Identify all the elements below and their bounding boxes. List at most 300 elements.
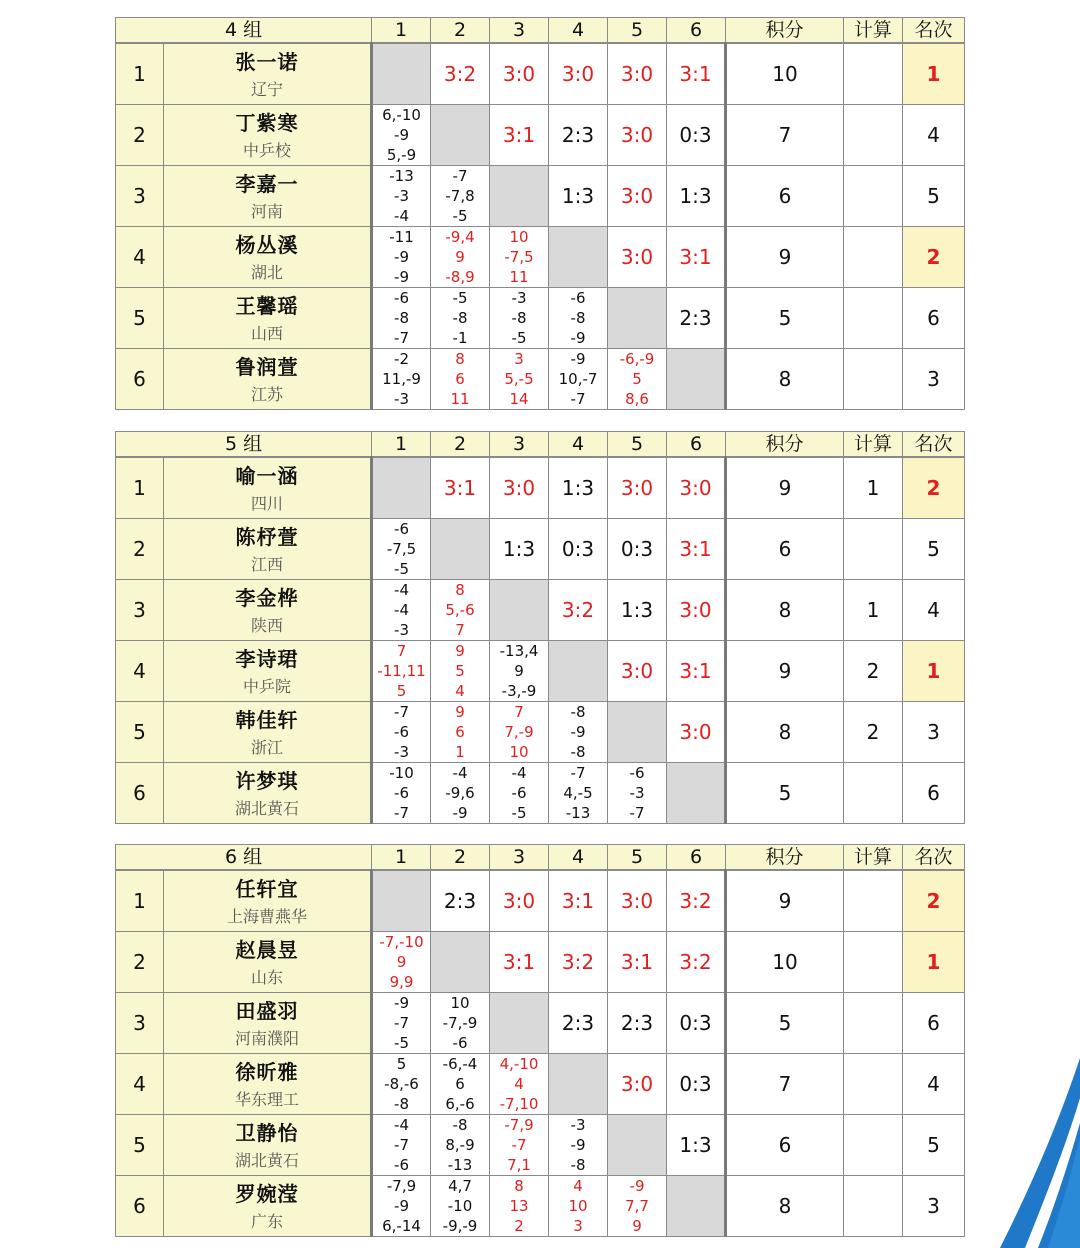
player-team: 山东	[251, 967, 284, 987]
player-team: 华东理工	[235, 1089, 300, 1109]
game-detail-line: -1	[452, 329, 468, 347]
game-detail-cell	[490, 702, 549, 763]
player-team: 湖北	[251, 262, 284, 282]
game-detail-line: -8,-6	[384, 1075, 419, 1093]
game-detail-line: -9	[570, 329, 586, 347]
points-value: 5	[726, 763, 844, 824]
player-index: 1	[116, 870, 164, 932]
player-name-cell	[164, 702, 372, 763]
rank-value: 1	[903, 932, 965, 993]
game-detail-line: -8	[570, 703, 586, 721]
game-detail-line: -8	[394, 1095, 409, 1113]
column-header: 1	[372, 18, 431, 44]
game-detail-line: -11	[389, 228, 414, 246]
game-detail-line: -9	[394, 268, 409, 286]
self-match-cell	[549, 227, 608, 288]
game-detail-line: 4,7	[448, 1177, 472, 1195]
points-value: 10	[726, 43, 844, 105]
game-detail-line: 8,-9	[445, 1136, 475, 1154]
player-team: 湖北黄石	[235, 798, 300, 818]
rank-header: 名次	[903, 845, 965, 871]
player-index: 4	[116, 1054, 164, 1115]
match-score: 3:0	[608, 870, 667, 932]
calc-value	[844, 932, 903, 993]
rank-header: 名次	[903, 18, 965, 44]
game-detail-line: -4	[394, 581, 409, 599]
player-row	[116, 105, 965, 166]
player-index: 6	[116, 763, 164, 824]
game-detail-line: 1	[455, 743, 465, 761]
column-header: 3	[490, 18, 549, 44]
match-score: 3:1	[667, 43, 726, 105]
match-score: 3:1	[549, 870, 608, 932]
game-detail-line: -8	[570, 309, 586, 327]
rank-value: 2	[903, 870, 965, 932]
match-score: 0:3	[667, 105, 726, 166]
game-detail-line: -3	[570, 1116, 586, 1134]
game-detail-line: -2	[394, 350, 409, 368]
game-detail-line: -7,-10	[379, 933, 424, 951]
game-detail-cell	[549, 1115, 608, 1176]
points-value: 9	[726, 457, 844, 519]
match-score: 3:0	[490, 457, 549, 519]
player-name-cell	[164, 288, 372, 349]
game-detail-line: 5	[632, 370, 642, 388]
player-row	[116, 288, 965, 349]
rank-value: 5	[903, 519, 965, 580]
player-row	[116, 43, 965, 105]
match-score: 1:3	[667, 1115, 726, 1176]
game-detail-line: 8	[514, 1177, 524, 1195]
column-header: 2	[431, 845, 490, 871]
player-row	[116, 457, 965, 519]
player-name: 杨丛溪	[235, 232, 299, 257]
player-name: 李金桦	[235, 585, 299, 610]
player-team: 广东	[251, 1211, 284, 1231]
player-index: 1	[116, 457, 164, 519]
points-value: 6	[726, 1115, 844, 1176]
game-detail-line: 8	[455, 581, 465, 599]
game-detail-line: 7,7	[625, 1197, 649, 1215]
game-detail-line: -7,5	[386, 540, 417, 558]
player-index: 4	[116, 641, 164, 702]
rank-value: 1	[903, 43, 965, 105]
game-detail-cell	[372, 105, 431, 166]
player-name: 赵晨昱	[235, 937, 299, 962]
calc-value	[844, 1115, 903, 1176]
game-detail-line: 4,-5	[563, 784, 593, 802]
self-match-cell	[372, 43, 431, 105]
column-header: 5	[608, 432, 667, 458]
match-score: 3:0	[608, 227, 667, 288]
match-score: 1:3	[549, 457, 608, 519]
calc-value	[844, 1054, 903, 1115]
calc-value: 1	[844, 580, 903, 641]
rank-value: 2	[903, 457, 965, 519]
player-row	[116, 166, 965, 227]
player-name: 丁紫寒	[235, 110, 299, 135]
game-detail-cell	[431, 288, 490, 349]
game-detail-cell	[372, 1054, 431, 1115]
game-detail-line: -9	[394, 994, 409, 1012]
player-name-cell	[164, 166, 372, 227]
player-name: 徐昕雅	[235, 1059, 299, 1084]
player-row	[116, 993, 965, 1054]
game-detail-line: -7	[394, 703, 409, 721]
game-detail-line: -9	[629, 1177, 645, 1195]
player-team: 中乒校	[243, 140, 292, 160]
player-name: 田盛羽	[235, 998, 299, 1023]
game-detail-line: 10	[568, 1197, 588, 1215]
game-detail-line: -6	[570, 289, 586, 307]
points-header: 积分	[726, 18, 844, 44]
player-row	[116, 580, 965, 641]
game-detail-line: -5	[511, 329, 527, 347]
game-detail-line: -4	[394, 601, 409, 619]
game-detail-line: -6	[452, 1034, 468, 1052]
game-detail-line: -5	[394, 560, 409, 578]
match-score: 3:0	[608, 43, 667, 105]
calc-value	[844, 1176, 903, 1237]
match-score: 3:1	[431, 457, 490, 519]
match-score: 3:1	[667, 519, 726, 580]
game-detail-line: -9	[452, 804, 468, 822]
game-detail-line: -8	[511, 309, 527, 327]
player-name-cell	[164, 580, 372, 641]
player-index: 4	[116, 227, 164, 288]
self-match-cell	[431, 932, 490, 993]
game-detail-line: 5	[455, 662, 465, 680]
points-value: 6	[726, 166, 844, 227]
rank-value: 6	[903, 993, 965, 1054]
player-name: 韩佳轩	[235, 707, 299, 732]
game-detail-line: 9	[455, 248, 465, 266]
rank-value: 5	[903, 1115, 965, 1176]
player-index: 1	[116, 43, 164, 105]
game-detail-line: -6	[629, 764, 645, 782]
column-header: 1	[372, 432, 431, 458]
game-detail-line: -7,8	[445, 187, 475, 205]
match-score: 3:1	[490, 932, 549, 993]
match-score: 3:0	[490, 43, 549, 105]
match-score: 0:3	[667, 1054, 726, 1115]
game-detail-line: -9,-9	[442, 1217, 478, 1235]
match-score: 1:3	[667, 166, 726, 227]
match-score: 3:0	[608, 105, 667, 166]
game-detail-cell	[431, 580, 490, 641]
game-detail-line: 7	[514, 703, 524, 721]
group-table	[115, 844, 965, 1237]
game-detail-line: 5,-6	[445, 601, 475, 619]
game-detail-line: -13	[447, 1156, 473, 1174]
column-header: 2	[431, 18, 490, 44]
game-detail-line: -13	[389, 167, 414, 185]
match-score: 2:3	[549, 105, 608, 166]
player-row	[116, 763, 965, 824]
game-detail-cell	[431, 166, 490, 227]
rank-header: 名次	[903, 432, 965, 458]
game-detail-line: -9	[570, 350, 586, 368]
calc-value: 1	[844, 457, 903, 519]
self-match-cell	[667, 1176, 726, 1237]
game-detail-cell	[372, 702, 431, 763]
game-detail-cell	[431, 1115, 490, 1176]
game-detail-line: -7,-9	[442, 1014, 478, 1032]
game-detail-line: -9	[570, 723, 586, 741]
points-value: 6	[726, 519, 844, 580]
player-row	[116, 1176, 965, 1237]
column-header: 4	[549, 845, 608, 871]
player-name: 王馨瑶	[235, 293, 299, 318]
player-team: 河南	[251, 201, 284, 221]
game-detail-line: -9,6	[445, 784, 475, 802]
column-header: 1	[372, 845, 431, 871]
self-match-cell	[608, 1115, 667, 1176]
points-value: 8	[726, 580, 844, 641]
player-name-cell	[164, 105, 372, 166]
calc-header: 计算	[844, 18, 903, 44]
game-detail-line: 8,6	[625, 390, 649, 408]
self-match-cell	[372, 457, 431, 519]
player-name-cell	[164, 457, 372, 519]
game-detail-cell	[549, 1176, 608, 1237]
game-detail-line: -6	[394, 784, 409, 802]
game-detail-line: -3	[394, 390, 409, 408]
column-header: 6	[667, 18, 726, 44]
game-detail-cell	[372, 641, 431, 702]
column-header: 5	[608, 18, 667, 44]
player-team: 江西	[251, 554, 284, 574]
match-score: 3:0	[549, 43, 608, 105]
player-team: 浙江	[251, 737, 284, 757]
game-detail-line: 11	[509, 268, 529, 286]
column-header: 6	[667, 432, 726, 458]
player-index: 2	[116, 932, 164, 993]
game-detail-line: -4	[394, 1116, 409, 1134]
game-detail-cell	[608, 1176, 667, 1237]
game-detail-line: -8	[394, 309, 409, 327]
player-index: 5	[116, 1115, 164, 1176]
self-match-cell	[549, 641, 608, 702]
game-detail-cell	[372, 519, 431, 580]
player-index: 3	[116, 580, 164, 641]
self-match-cell	[490, 993, 549, 1054]
game-detail-line: -7	[570, 390, 586, 408]
game-detail-cell	[549, 288, 608, 349]
game-detail-line: -8	[570, 1156, 586, 1174]
game-detail-line: -7	[394, 804, 409, 822]
game-detail-line: 10	[509, 228, 529, 246]
game-detail-cell	[431, 763, 490, 824]
game-detail-line: 6,-14	[382, 1217, 421, 1235]
game-detail-line: -3	[511, 289, 527, 307]
game-detail-line: -11,11	[377, 662, 426, 680]
game-detail-line: -13	[565, 804, 591, 822]
game-detail-line: 9	[455, 642, 465, 660]
group-title: 6 组	[116, 845, 372, 871]
game-detail-line: 4,-10	[499, 1055, 539, 1073]
game-detail-line: -6,-9	[619, 350, 655, 368]
match-score: 1:3	[490, 519, 549, 580]
game-detail-line: -9	[394, 126, 409, 144]
match-score: 2:3	[608, 993, 667, 1054]
calc-value	[844, 166, 903, 227]
game-detail-line: -5	[511, 804, 527, 822]
player-name: 喻一涵	[235, 463, 299, 488]
player-row	[116, 519, 965, 580]
points-header: 积分	[726, 845, 844, 871]
calc-value	[844, 227, 903, 288]
game-detail-line: -9	[570, 1136, 586, 1154]
game-detail-cell	[372, 166, 431, 227]
game-detail-line: -6	[394, 520, 409, 538]
game-detail-line: -7	[629, 804, 645, 822]
self-match-cell	[549, 1054, 608, 1115]
player-row	[116, 870, 965, 932]
game-detail-cell	[372, 349, 431, 410]
game-detail-line: 4	[455, 682, 465, 700]
decorative-wave-graphic	[990, 948, 1080, 1248]
match-score: 3:2	[549, 580, 608, 641]
group-title: 5 组	[116, 432, 372, 458]
game-detail-line: -7,9	[504, 1116, 534, 1134]
game-detail-line: 5	[396, 1055, 407, 1073]
match-score: 2:3	[549, 993, 608, 1054]
match-score: 3:2	[667, 932, 726, 993]
player-name-cell	[164, 763, 372, 824]
game-detail-cell	[549, 763, 608, 824]
calc-value	[844, 519, 903, 580]
game-detail-line: 10	[450, 994, 470, 1012]
match-score: 1:3	[608, 580, 667, 641]
match-score: 2:3	[667, 288, 726, 349]
self-match-cell	[431, 519, 490, 580]
game-detail-line: -7,5	[504, 248, 534, 266]
game-detail-line: -7	[452, 167, 468, 185]
game-detail-line: -6	[394, 723, 409, 741]
game-detail-line: -7	[511, 1136, 527, 1154]
self-match-cell	[431, 105, 490, 166]
game-detail-cell	[431, 993, 490, 1054]
player-name-cell	[164, 932, 372, 993]
player-index: 3	[116, 166, 164, 227]
game-detail-cell	[431, 1054, 490, 1115]
match-score: 1:3	[549, 166, 608, 227]
match-score: 3:1	[608, 932, 667, 993]
points-value: 8	[726, 702, 844, 763]
game-detail-line: 7	[455, 621, 465, 639]
game-detail-line: 6	[455, 370, 465, 388]
game-detail-line: -8	[452, 309, 468, 327]
player-name: 许梦琪	[235, 768, 299, 793]
game-detail-line: 6	[455, 1075, 465, 1093]
game-detail-line: -4	[511, 764, 527, 782]
game-detail-line: -10	[447, 1197, 473, 1215]
points-value: 8	[726, 349, 844, 410]
player-name-cell	[164, 519, 372, 580]
player-team: 河南濮阳	[235, 1028, 300, 1048]
game-detail-line: 14	[509, 390, 529, 408]
game-detail-line: -13,4	[499, 642, 539, 660]
game-detail-cell	[490, 288, 549, 349]
player-name-cell	[164, 227, 372, 288]
player-row	[116, 349, 965, 410]
match-score: 3:0	[667, 457, 726, 519]
self-match-cell	[490, 580, 549, 641]
player-name: 卫静怡	[235, 1120, 299, 1145]
player-row	[116, 227, 965, 288]
game-detail-line: -7	[394, 1136, 409, 1154]
game-detail-line: -5	[394, 1034, 409, 1052]
match-score: 3:0	[667, 580, 726, 641]
game-detail-cell	[431, 1176, 490, 1237]
game-detail-line: 7	[396, 642, 407, 660]
game-detail-line: 10,-7	[558, 370, 598, 388]
match-score: 3:2	[667, 870, 726, 932]
player-row	[116, 1054, 965, 1115]
game-detail-cell	[431, 702, 490, 763]
game-detail-cell	[608, 349, 667, 410]
player-name-cell	[164, 1054, 372, 1115]
game-detail-line: -6,-4	[442, 1055, 478, 1073]
rank-value: 3	[903, 702, 965, 763]
group-header-row	[116, 18, 965, 44]
game-detail-line: 3	[514, 350, 524, 368]
rank-value: 3	[903, 1176, 965, 1237]
game-detail-line: 13	[509, 1197, 529, 1215]
match-score: 3:1	[667, 641, 726, 702]
game-detail-line: -8	[452, 1116, 468, 1134]
player-row	[116, 1115, 965, 1176]
calc-value	[844, 43, 903, 105]
game-detail-line: -7	[570, 764, 586, 782]
self-match-cell	[608, 702, 667, 763]
player-index: 2	[116, 105, 164, 166]
column-header: 3	[490, 432, 549, 458]
player-name: 任轩宜	[235, 876, 299, 901]
game-detail-line: -6	[394, 1156, 409, 1174]
group-table	[115, 17, 965, 410]
match-score: 3:0	[608, 457, 667, 519]
points-header: 积分	[726, 432, 844, 458]
calc-value	[844, 993, 903, 1054]
player-team: 中乒院	[243, 676, 292, 696]
game-detail-line: -9,4	[445, 228, 475, 246]
match-score: 3:0	[608, 1054, 667, 1115]
game-detail-line: -4	[394, 207, 409, 225]
game-detail-line: 4	[573, 1177, 583, 1195]
player-index: 6	[116, 1176, 164, 1237]
game-detail-line: -6	[511, 784, 527, 802]
column-header: 5	[608, 845, 667, 871]
points-value: 9	[726, 641, 844, 702]
rank-value: 4	[903, 580, 965, 641]
match-score: 3:0	[667, 702, 726, 763]
self-match-cell	[667, 349, 726, 410]
game-detail-line: 10	[509, 743, 529, 761]
game-detail-line: -9	[394, 1197, 409, 1215]
game-detail-line: -8,9	[445, 268, 475, 286]
match-score: 3:1	[667, 227, 726, 288]
points-value: 7	[726, 1054, 844, 1115]
game-detail-line: -3	[394, 743, 409, 761]
game-detail-line: 5,-5	[504, 370, 534, 388]
column-header: 2	[431, 432, 490, 458]
game-detail-cell	[431, 349, 490, 410]
game-detail-cell	[490, 1054, 549, 1115]
player-name-cell	[164, 1176, 372, 1237]
rank-value: 2	[903, 227, 965, 288]
